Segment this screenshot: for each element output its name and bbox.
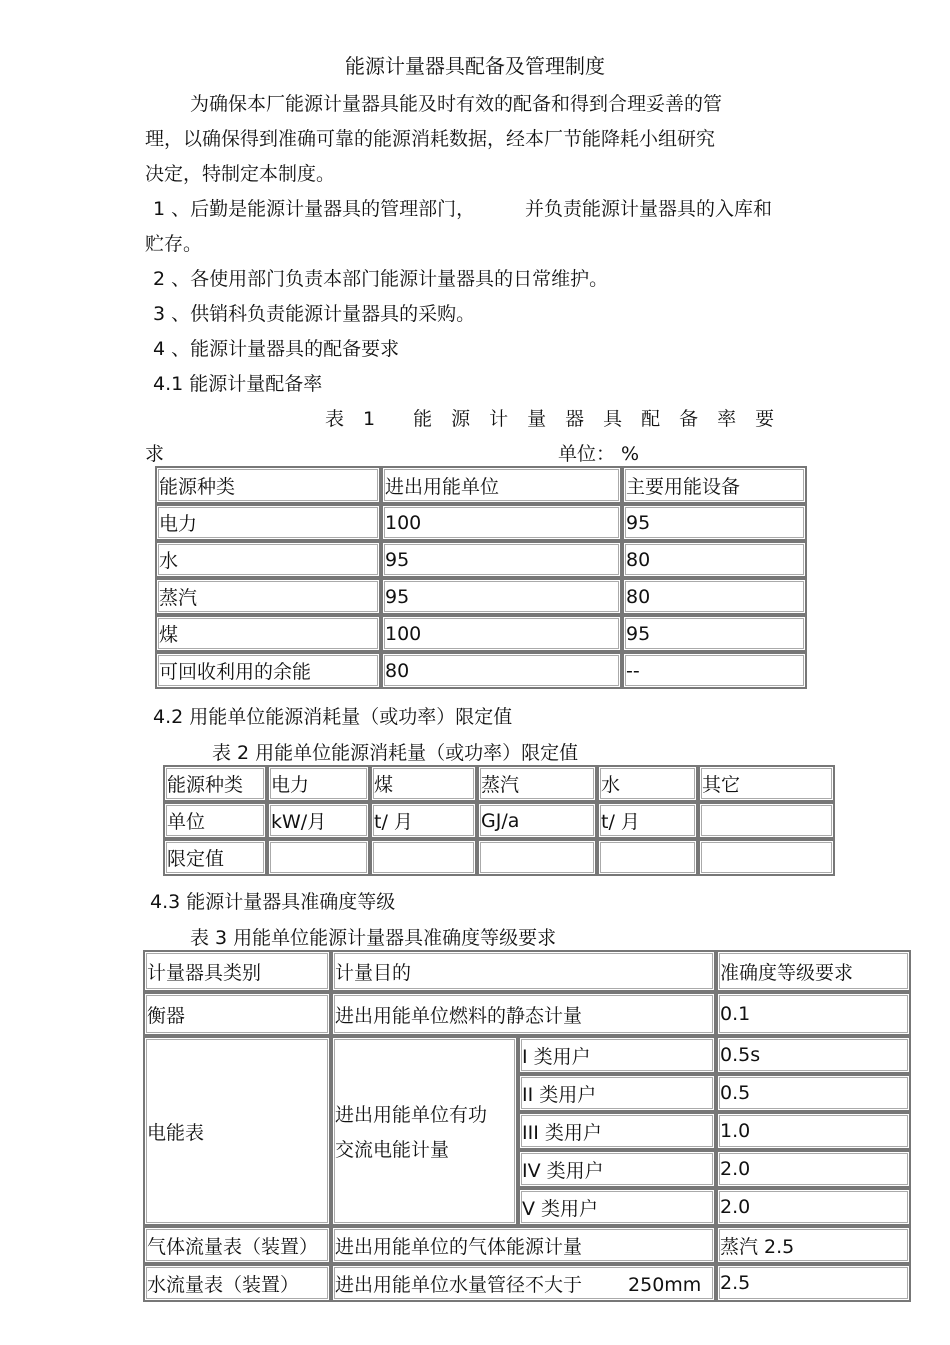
table-row [163,765,835,802]
table-cell: 气体流量表（装置） [143,1226,331,1264]
table-cell: 1.0 [716,1112,911,1150]
table-cell: II 类用户 [518,1074,716,1112]
table-row [155,541,807,578]
table-row [163,839,835,876]
table-cell [698,802,835,839]
table-cell: V 类用户 [518,1188,716,1226]
table-1-caption: 表 1 能 源 计 量 器 具 配 备 率 要 [325,408,775,430]
table-cell-meter: 电能表 [143,1036,331,1226]
table-cell: 0.5 [716,1074,911,1112]
table-row [155,615,807,652]
table-cell: 水 [155,541,381,578]
table-row [155,504,807,541]
table-cell: 2.5 [716,1264,911,1302]
table-cell: III 类用户 [518,1112,716,1150]
table-cell: I 类用户 [518,1036,716,1074]
intro-line-2: 理，以确保得到准确可靠的能源消耗数据，经本厂节能降耗小组研究 [145,128,716,150]
table-cell: 进出用能单位的气体能源计量 [331,1226,716,1264]
table-cell: 煤 [155,615,381,652]
table-cell: kW/月 [267,802,370,839]
table-cell: 100 [381,615,622,652]
table-cell: 蒸汽 [477,765,597,802]
table-cell: t/ 月 [597,802,698,839]
table-row [155,652,807,689]
table-row [163,802,835,839]
meter-purpose-line-1: 进出用能单位有功 [335,1104,488,1126]
table-1-header-energy: 能源种类 [155,466,381,504]
table-1-header-inout: 进出用能单位 [381,466,622,504]
table-cell: 煤 [370,765,477,802]
table-cell-water-purpose [331,1264,716,1302]
table-cell [370,839,477,876]
table-cell: IV 类用户 [518,1150,716,1188]
table-cell [477,839,597,876]
table-1-caption-tail: 求 [145,443,165,465]
table-cell [698,839,835,876]
item-2: 2 、各使用部门负责本部门能源计量器具的日常维护。 [153,268,609,290]
item-4-2: 4.2 用能单位能源消耗量（或功率）限定值 [153,706,513,728]
table-cell: 80 [622,541,807,578]
item-4: 4 、能源计量器具的配备要求 [153,338,400,360]
intro-line-3: 决定，特制定本制度。 [145,163,336,185]
table-2 [163,765,835,876]
table-cell: 0.5s [716,1036,911,1074]
table-cell: 蒸汽 2.5 [716,1226,911,1264]
item-4-1: 4.1 能源计量配备率 [153,373,323,395]
table-cell [597,839,698,876]
table-cell: 2.0 [716,1150,911,1188]
table-cell: 80 [381,652,622,689]
table-cell: 蒸汽 [155,578,381,615]
table-cell: 95 [622,504,807,541]
table-cell: 2.0 [716,1188,911,1226]
meter-purpose-line-2: 交流电能计量 [335,1139,450,1161]
page-title: 能源计量器具配备及管理制度 [345,54,605,78]
table-1-header-equipment: 主要用能设备 [622,466,807,504]
table-cell: 水流量表（装置） [143,1264,331,1302]
table-cell: 水 [597,765,698,802]
table-1-unit: 单位： % [558,443,640,465]
table-3-header-purpose: 计量目的 [331,950,716,992]
item-1-part-a: 1 、后勤是能源计量器具的管理部门， [153,198,476,220]
table-cell: 限定值 [163,839,267,876]
table-cell: 衡器 [143,992,331,1036]
table-row [143,1264,911,1302]
table-2-caption: 表 2 用能单位能源消耗量（或功率）限定值 [212,742,579,764]
table-cell: 95 [381,578,622,615]
table-cell-meter-purpose [331,1036,518,1226]
table-cell: 100 [381,504,622,541]
item-4-3: 4.3 能源计量器具准确度等级 [150,891,396,913]
table-cell: 95 [381,541,622,578]
table-cell: 能源种类 [163,765,267,802]
table-1 [155,466,807,689]
water-purpose-size: 250mm [628,1273,702,1296]
table-cell: 单位 [163,802,267,839]
item-3: 3 、供销科负责能源计量器具的采购。 [153,303,476,325]
table-row [143,1226,911,1264]
table-cell: 其它 [698,765,835,802]
table-row [143,1036,911,1074]
table-cell: 电力 [155,504,381,541]
table-cell: 可回收利用的余能 [155,652,381,689]
table-cell [267,839,370,876]
intro-line-1: 为确保本厂能源计量器具能及时有效的配备和得到合理妥善的管 [190,93,723,115]
item-1-part-c: 贮存。 [145,233,203,255]
table-cell: -- [622,652,807,689]
table-3 [143,950,911,1302]
table-cell: 95 [622,615,807,652]
water-purpose-text: 进出用能单位水量管径不大于 [335,1273,583,1296]
table-cell: 0.1 [716,992,911,1036]
item-1-part-b: 并负责能源计量器具的入库和 [525,198,773,220]
table-3-header-category: 计量器具类别 [143,950,331,992]
table-3-caption: 表 3 用能单位能源计量器具准确度等级要求 [190,927,557,949]
table-cell: GJ/a [477,802,597,839]
table-row [143,992,911,1036]
table-cell: t/ 月 [370,802,477,839]
table-cell: 进出用能单位燃料的静态计量 [331,992,716,1036]
table-cell: 电力 [267,765,370,802]
table-cell: 80 [622,578,807,615]
table-row [155,578,807,615]
table-3-header-accuracy: 准确度等级要求 [716,950,911,992]
